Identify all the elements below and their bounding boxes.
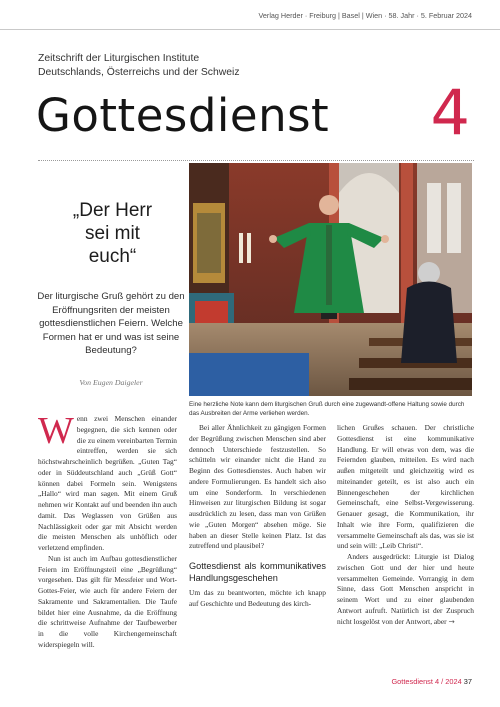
article-author: Von Eugen Daigeler xyxy=(79,378,143,387)
priest-photo xyxy=(189,163,472,396)
subtitle-line-2: Deutschlands, Österreichs und der Schweiz xyxy=(38,67,240,78)
section-subhead: Gottesdienst als kommunikatives Handlungsgeschehen xyxy=(189,561,326,583)
headline-line-1: „Der Herr xyxy=(72,200,153,221)
paragraph: Bei aller Ähnlichkeit zu gängigen Formen der Begrüßung zwischen Menschen sind aber dennoch Unterschiede festzustellen. So schütteln wir einander nicht die Hand zu Beginn des Gottesdienstes. Auch haben wir andere Formulierungen. Es handelt sich also um eine Sonderform. In verschiedenen Hinweisen zur liturgischen Bildung ist sogar ausdrücklich zu lesen, dass man von Grüßen wie „Guten Morgen“ absehen möge. Sie haben an dieser Stelle keinen Platz. Ist das zutreffend und plausibel? xyxy=(189,423,326,551)
body-column-3 xyxy=(337,423,474,627)
publisher-line: Verlag Herder · Freiburg | Basel | Wien · 58. Jahr · 5. Februar 2024 xyxy=(258,11,472,20)
body-column-2 xyxy=(189,423,326,610)
paragraph xyxy=(38,410,177,554)
subtitle-line-1: Zeitschrift der Liturgischen Institute xyxy=(38,53,200,64)
paragraph: Um das zu beantworten, möchte ich knapp auf Geschichte und Bedeutung des kirch- xyxy=(189,588,326,608)
article-headline xyxy=(40,199,185,268)
paragraph: Nun ist auch im Aufbau gottesdienstlicher Feiern im Eröffnungsteil eine „Begrüßung“ vorgesehen. Das gilt für Messfeier und Wort-Gottes-Feier, wie auch für andere Feiern der Sakramente und Sakramentalien. Die Taufe bildet hier eine Ausnahme, da die Eröffnung die schrittweise Aufnahme der Taufbewerber in die volle Kirchengemeinschaft widerspiegeln will. xyxy=(38,553,177,649)
magazine-subtitle xyxy=(38,52,338,80)
paragraph-text: enn zwei Menschen einander begegnen, die sich kennen oder die zu einem vereinbarten Termin eintreffen, werden sie sich höchstwahrscheinlich begrüßen. „Guten Tag“ oder in Süddeutschland auch „Grüß Gott“ können dabei Formeln sein. Wenigstens „Hallo“ wird man sagen. Mit einem Gruß nehmen wir Kontakt auf und beenden ihn auch damit. Das Weglassen von Grüßen aus Nachlässigkeit oder gar mit Absicht werden die meisten Menschen als unhöflich oder verletzend empfinden. xyxy=(38,414,177,552)
page-footer xyxy=(391,677,472,686)
body-column-1 xyxy=(38,410,177,651)
page-number: 37 xyxy=(463,677,472,686)
church-scene-illustration xyxy=(189,163,472,396)
headline-line-3: euch“ xyxy=(88,246,137,267)
headline-line-2: sei mit xyxy=(85,223,140,244)
drop-cap: W xyxy=(38,410,74,452)
issue-number: 4 xyxy=(430,76,470,149)
paragraph xyxy=(337,552,474,627)
magazine-title: Gottesdienst xyxy=(36,89,330,142)
continue-arrow-icon: → xyxy=(448,616,455,626)
article-lead: Der liturgische Gruß gehört zu den Eröffnungsriten der meisten gottesdienstlichen Feiern. Welche Formen hat er und was ist seine Bedeutung? xyxy=(37,291,185,356)
paragraph-text: Anders ausgedrückt: Liturgie ist Dialog zwischen Gott und der hier und heute versammelten Gemeinde. Vorrangig in dem Sinne, dass Gott Menschen anspricht in seinem Wort und zu einer glaubenden Antwort aufruft. Natürlich ist der Zuspruch nicht losgelöst von der Antwort, aber xyxy=(337,552,474,626)
paragraph: lichen Grußes schauen. Der christliche Gottesdienst ist eine kommunikative Handlung. Er will etwas von dem, was die Feiernden glauben, mitteilen. Es wird nach außen mitgeteilt und gleichzeitig wird es miteinander geteilt, es ist also auch ein Binnengeschehen der kirchlichen Gemeinschaft, eine Selbst-Vergewisserung. Genauer gesagt, die Kommunikation, ihr Inhalt wie ihre Form, qualifizieren die versammelte Gemeinschaft als das, was sie ist und sein will: „Leib Christi“. xyxy=(337,423,474,551)
dotted-divider xyxy=(38,160,474,161)
photo-caption: Eine herzliche Note kann dem liturgischen Gruß durch eine zugewandt-offene Haltung sowie durch das Ausbreiten der Arme verliehen werden. xyxy=(189,401,465,417)
footer-publication: Gottesdienst 4 / 2024 xyxy=(391,677,462,686)
